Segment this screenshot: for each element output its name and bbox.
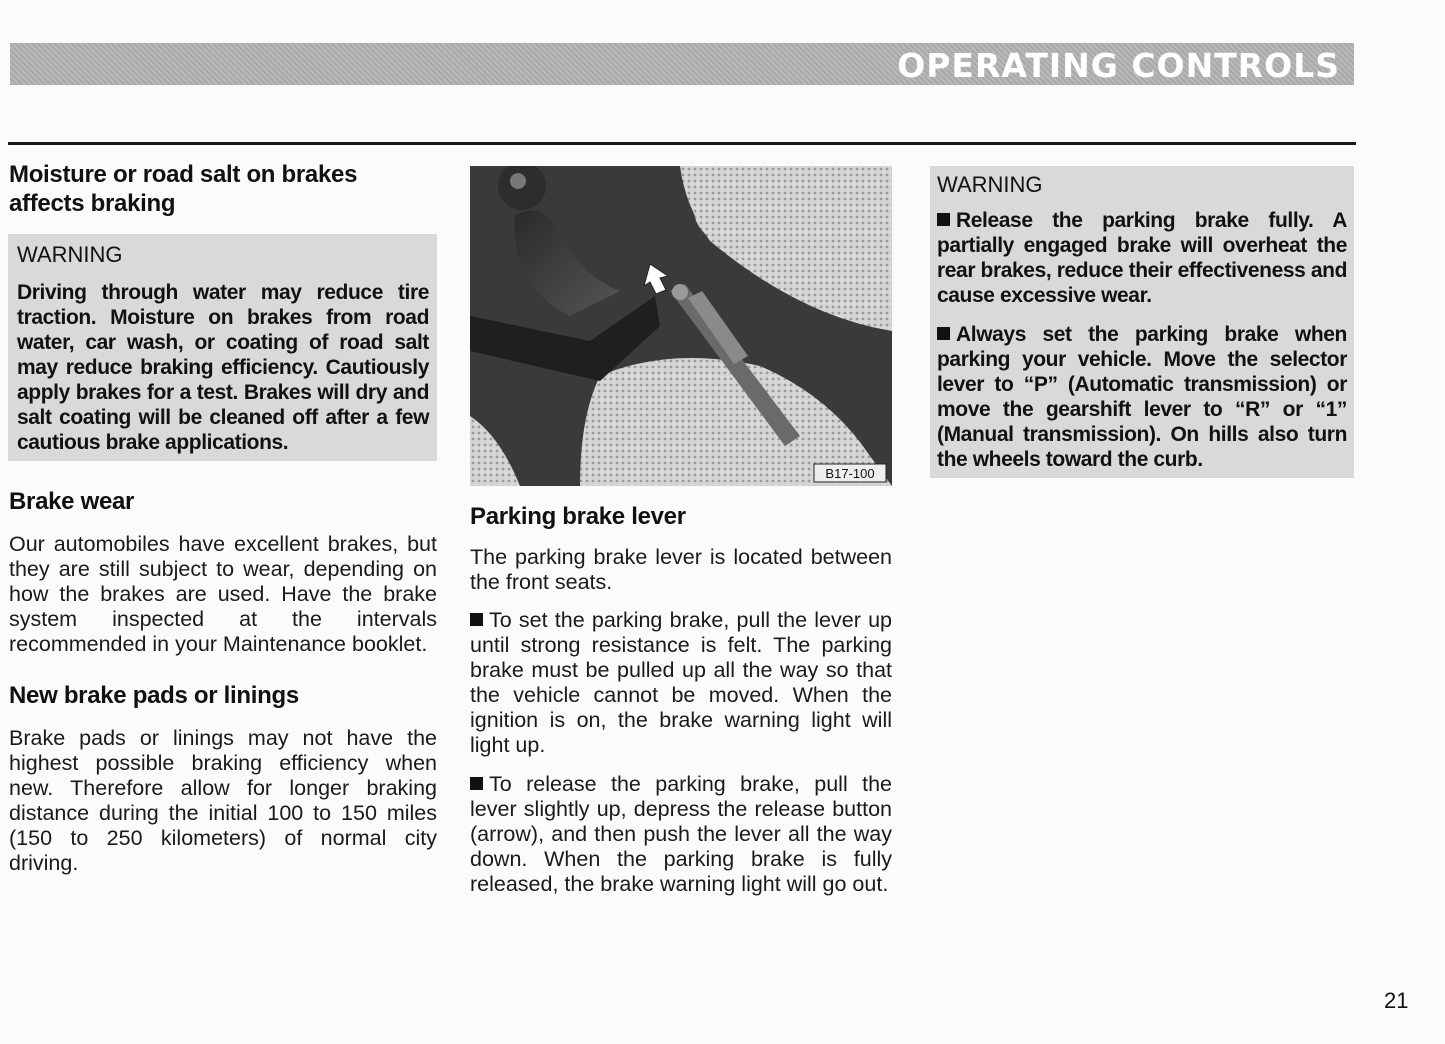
- moisture-heading: Moisture or road salt on brakes affects braking: [9, 161, 358, 217]
- parking-brake-heading: Parking brake lever: [470, 503, 686, 530]
- left-column: [9, 160, 437, 876]
- brake-wear-text: Our automobiles have excellent brakes, but they are still subject to wear, depending on how the brakes are used. Have the brake system inspected at the intervals recommended in your Maintenance booklet.: [9, 532, 437, 656]
- brake-wear-heading: Brake wear: [9, 488, 135, 515]
- set-brake-content: To set the parking brake, pull the lever up until strong resistance is felt. The parking brake must be pulled up all the way so that the vehicle cannot be moved. When the ignition is on, the brake warning light will light up.: [470, 608, 892, 757]
- release-brake-text: [470, 772, 892, 897]
- middle-column: [470, 502, 892, 897]
- warning-title: WARNING: [17, 242, 123, 267]
- warning-item-always-set-text: Always set the parking brake when parking your vehicle. Move the selector lever to “P” (Automatic transmission) or move the gearshift lever to “R” or “1” (Manual transmission). On hills also turn the wheels toward the curb.: [937, 323, 1347, 471]
- warning-box-moisture: [8, 234, 437, 461]
- warning-box-parking: [930, 166, 1354, 478]
- warning-item-release-text: Release the parking brake fully. A partially engaged brake will overheat the rear brakes, reduce their effectiveness and cause excessive wear.: [937, 209, 1348, 307]
- figure-label: B17-100: [825, 466, 875, 481]
- warning-item-always-set: [937, 322, 1347, 472]
- bullet-icon: [470, 613, 483, 626]
- bullet-icon: [470, 777, 483, 790]
- warning-title: WARNING: [937, 172, 1043, 197]
- new-pads-text: Brake pads or linings may not have the highest possible braking efficiency when new. Therefore allow for longer braking distance during the initial 100 to 150 miles (150 to 250 kilometers) of normal city driving.: [9, 726, 437, 875]
- page-number: 21: [1384, 988, 1409, 1013]
- right-column: [930, 166, 1354, 478]
- parking-brake-photo: [470, 166, 892, 486]
- section-title: OPERATING CONTROLS: [897, 46, 1340, 85]
- set-brake-text: [470, 608, 892, 758]
- section-header-bar: [10, 43, 1354, 85]
- new-pads-heading: New brake pads or linings: [9, 682, 299, 709]
- warning-text: Driving through water may reduce tire traction. Moisture on brakes from road water, car wash, or coating of road salt may reduce braking efficiency. Cautiously apply brakes for a test. Brakes will dry and salt coating will be cleaned off after a few cautious brake applications.: [17, 281, 429, 454]
- warning-item-release: [937, 208, 1347, 308]
- release-brake-content: To release the parking brake, pull the lever slightly up, depress the release button (arrow), and then push the lever all the way down. When the parking brake is fully released, the brake warning light will go out.: [470, 772, 892, 896]
- bullet-icon: [937, 213, 950, 226]
- parking-brake-illustration: [470, 166, 892, 486]
- parking-intro-text: The parking brake lever is located between the front seats.: [470, 545, 892, 594]
- bullet-icon: [937, 327, 950, 340]
- header-divider: [8, 142, 1356, 145]
